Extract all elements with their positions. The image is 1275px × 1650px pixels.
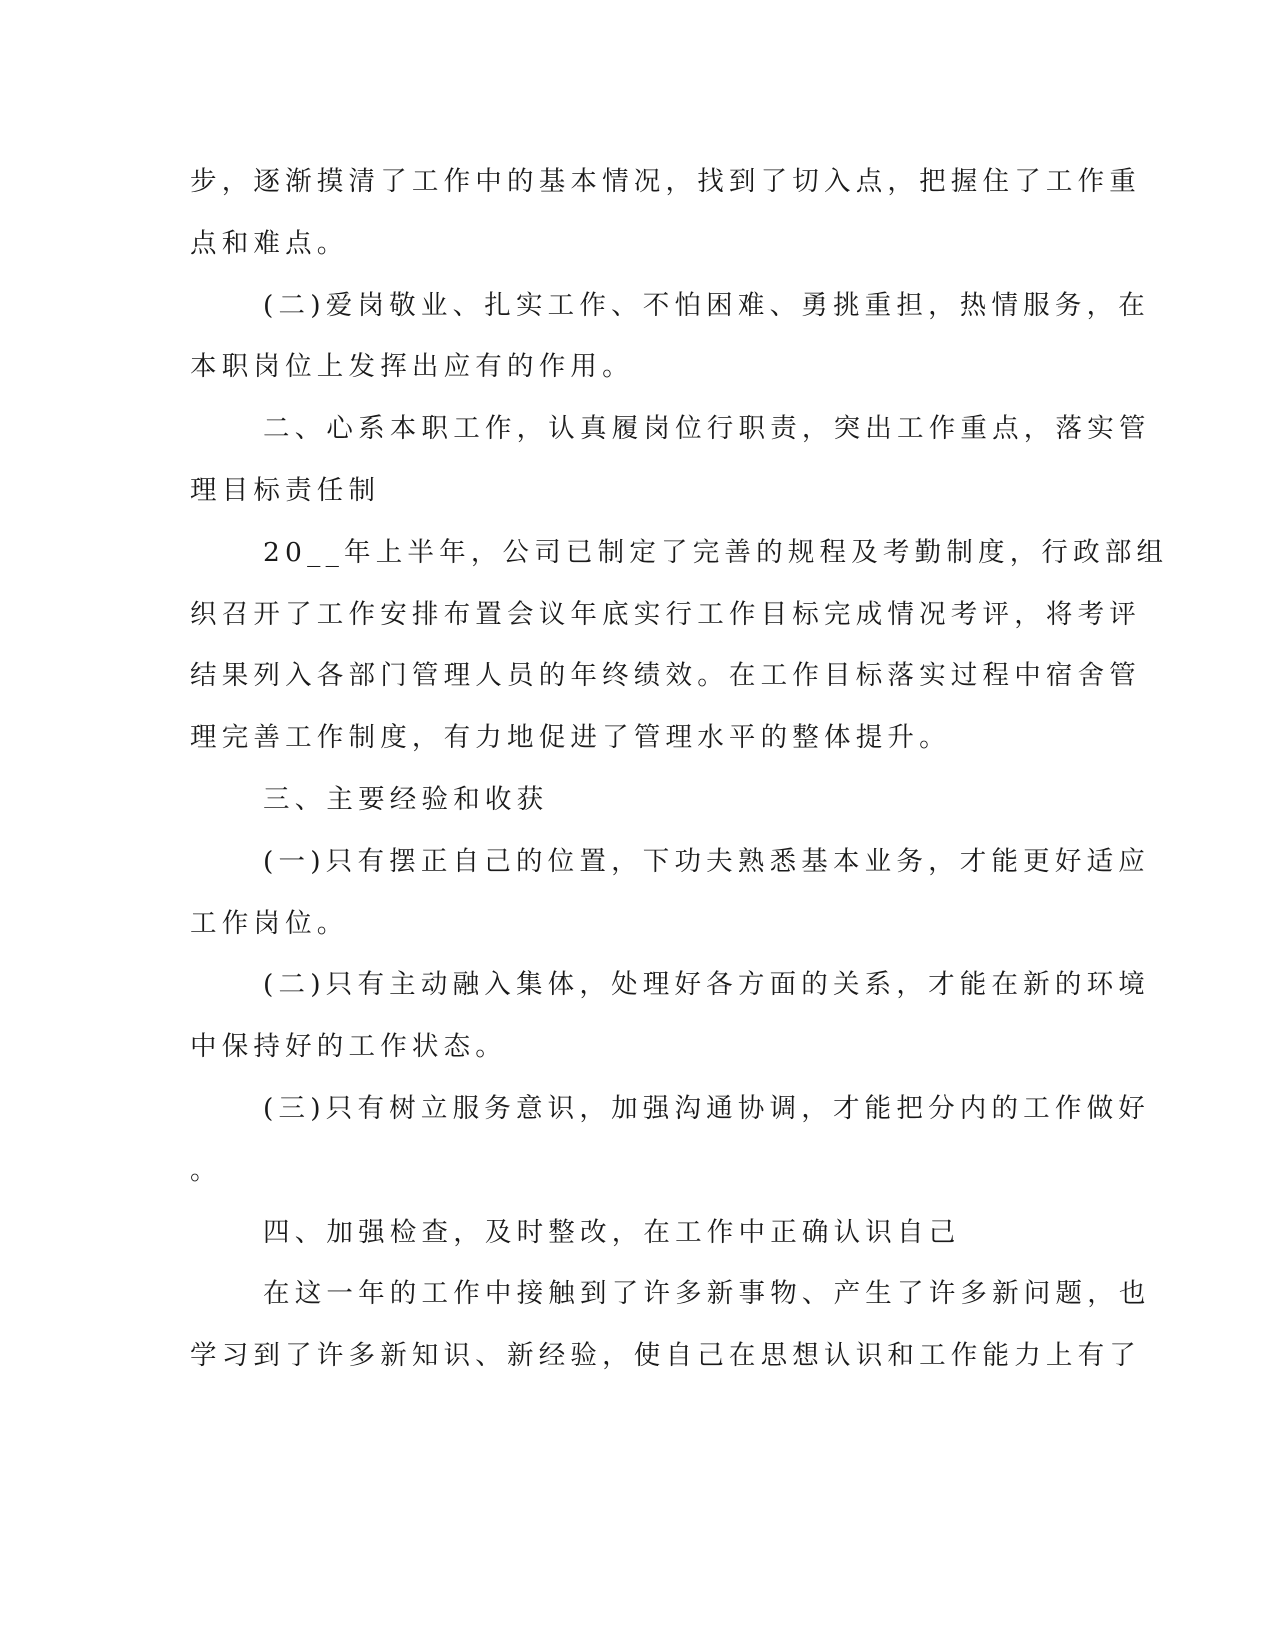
section-heading: 二、心系本职工作，认真履岗位行职责，突出工作重点，落实管	[263, 413, 1151, 445]
paragraph-line: (二)只有主动融入集体，处理好各方面的关系，才能在新的环境	[263, 969, 1150, 1001]
paragraph-line: 在这一年的工作中接触到了许多新事物、产生了许多新问题，也	[263, 1278, 1151, 1310]
text-line: 步，逐渐摸清了工作中的基本情况，找到了切入点，把握住了工作重	[190, 166, 1141, 197]
paragraph-line: (三)只有树立服务意识，加强沟通协调，才能把分内的工作做好	[263, 1092, 1150, 1124]
text-line: 点和难点。	[190, 227, 349, 259]
text-line: 工作岗位。	[190, 907, 349, 939]
text-line: 。	[190, 1154, 222, 1186]
section-heading: 三、主要经验和收获	[263, 783, 549, 815]
section-heading: 四、加强检查，及时整改，在工作中正确认识自己	[263, 1216, 961, 1248]
text-line: 本职岗位上发挥出应有的作用。	[190, 351, 634, 383]
text-line: 结果列入各部门管理人员的年终绩效。在工作目标落实过程中宿舍管	[190, 660, 1141, 692]
text-line: 织召开了工作安排布置会议年底实行工作目标完成情况考评，将考评	[190, 598, 1141, 630]
paragraph-line: 20__年上半年，公司已制定了完善的规程及考勤制度，行政部组	[263, 536, 1169, 568]
document-body	[190, 162, 1169, 1398]
text-line: 理完善工作制度，有力地促进了管理水平的整体提升。	[190, 722, 951, 754]
text-line: 中保持好的工作状态。	[190, 1031, 507, 1063]
text-line: 学习到了许多新知识、新经验，使自己在思想认识和工作能力上有了	[190, 1340, 1141, 1372]
section-heading-continued: 理目标责任制	[190, 474, 381, 506]
paragraph-line: (一)只有摆正自己的位置，下功夫熟悉基本业务，才能更好适应	[263, 845, 1150, 877]
paragraph-line: (二)爱岗敬业、扎实工作、不怕困难、勇挑重担，热情服务，在	[263, 289, 1150, 321]
